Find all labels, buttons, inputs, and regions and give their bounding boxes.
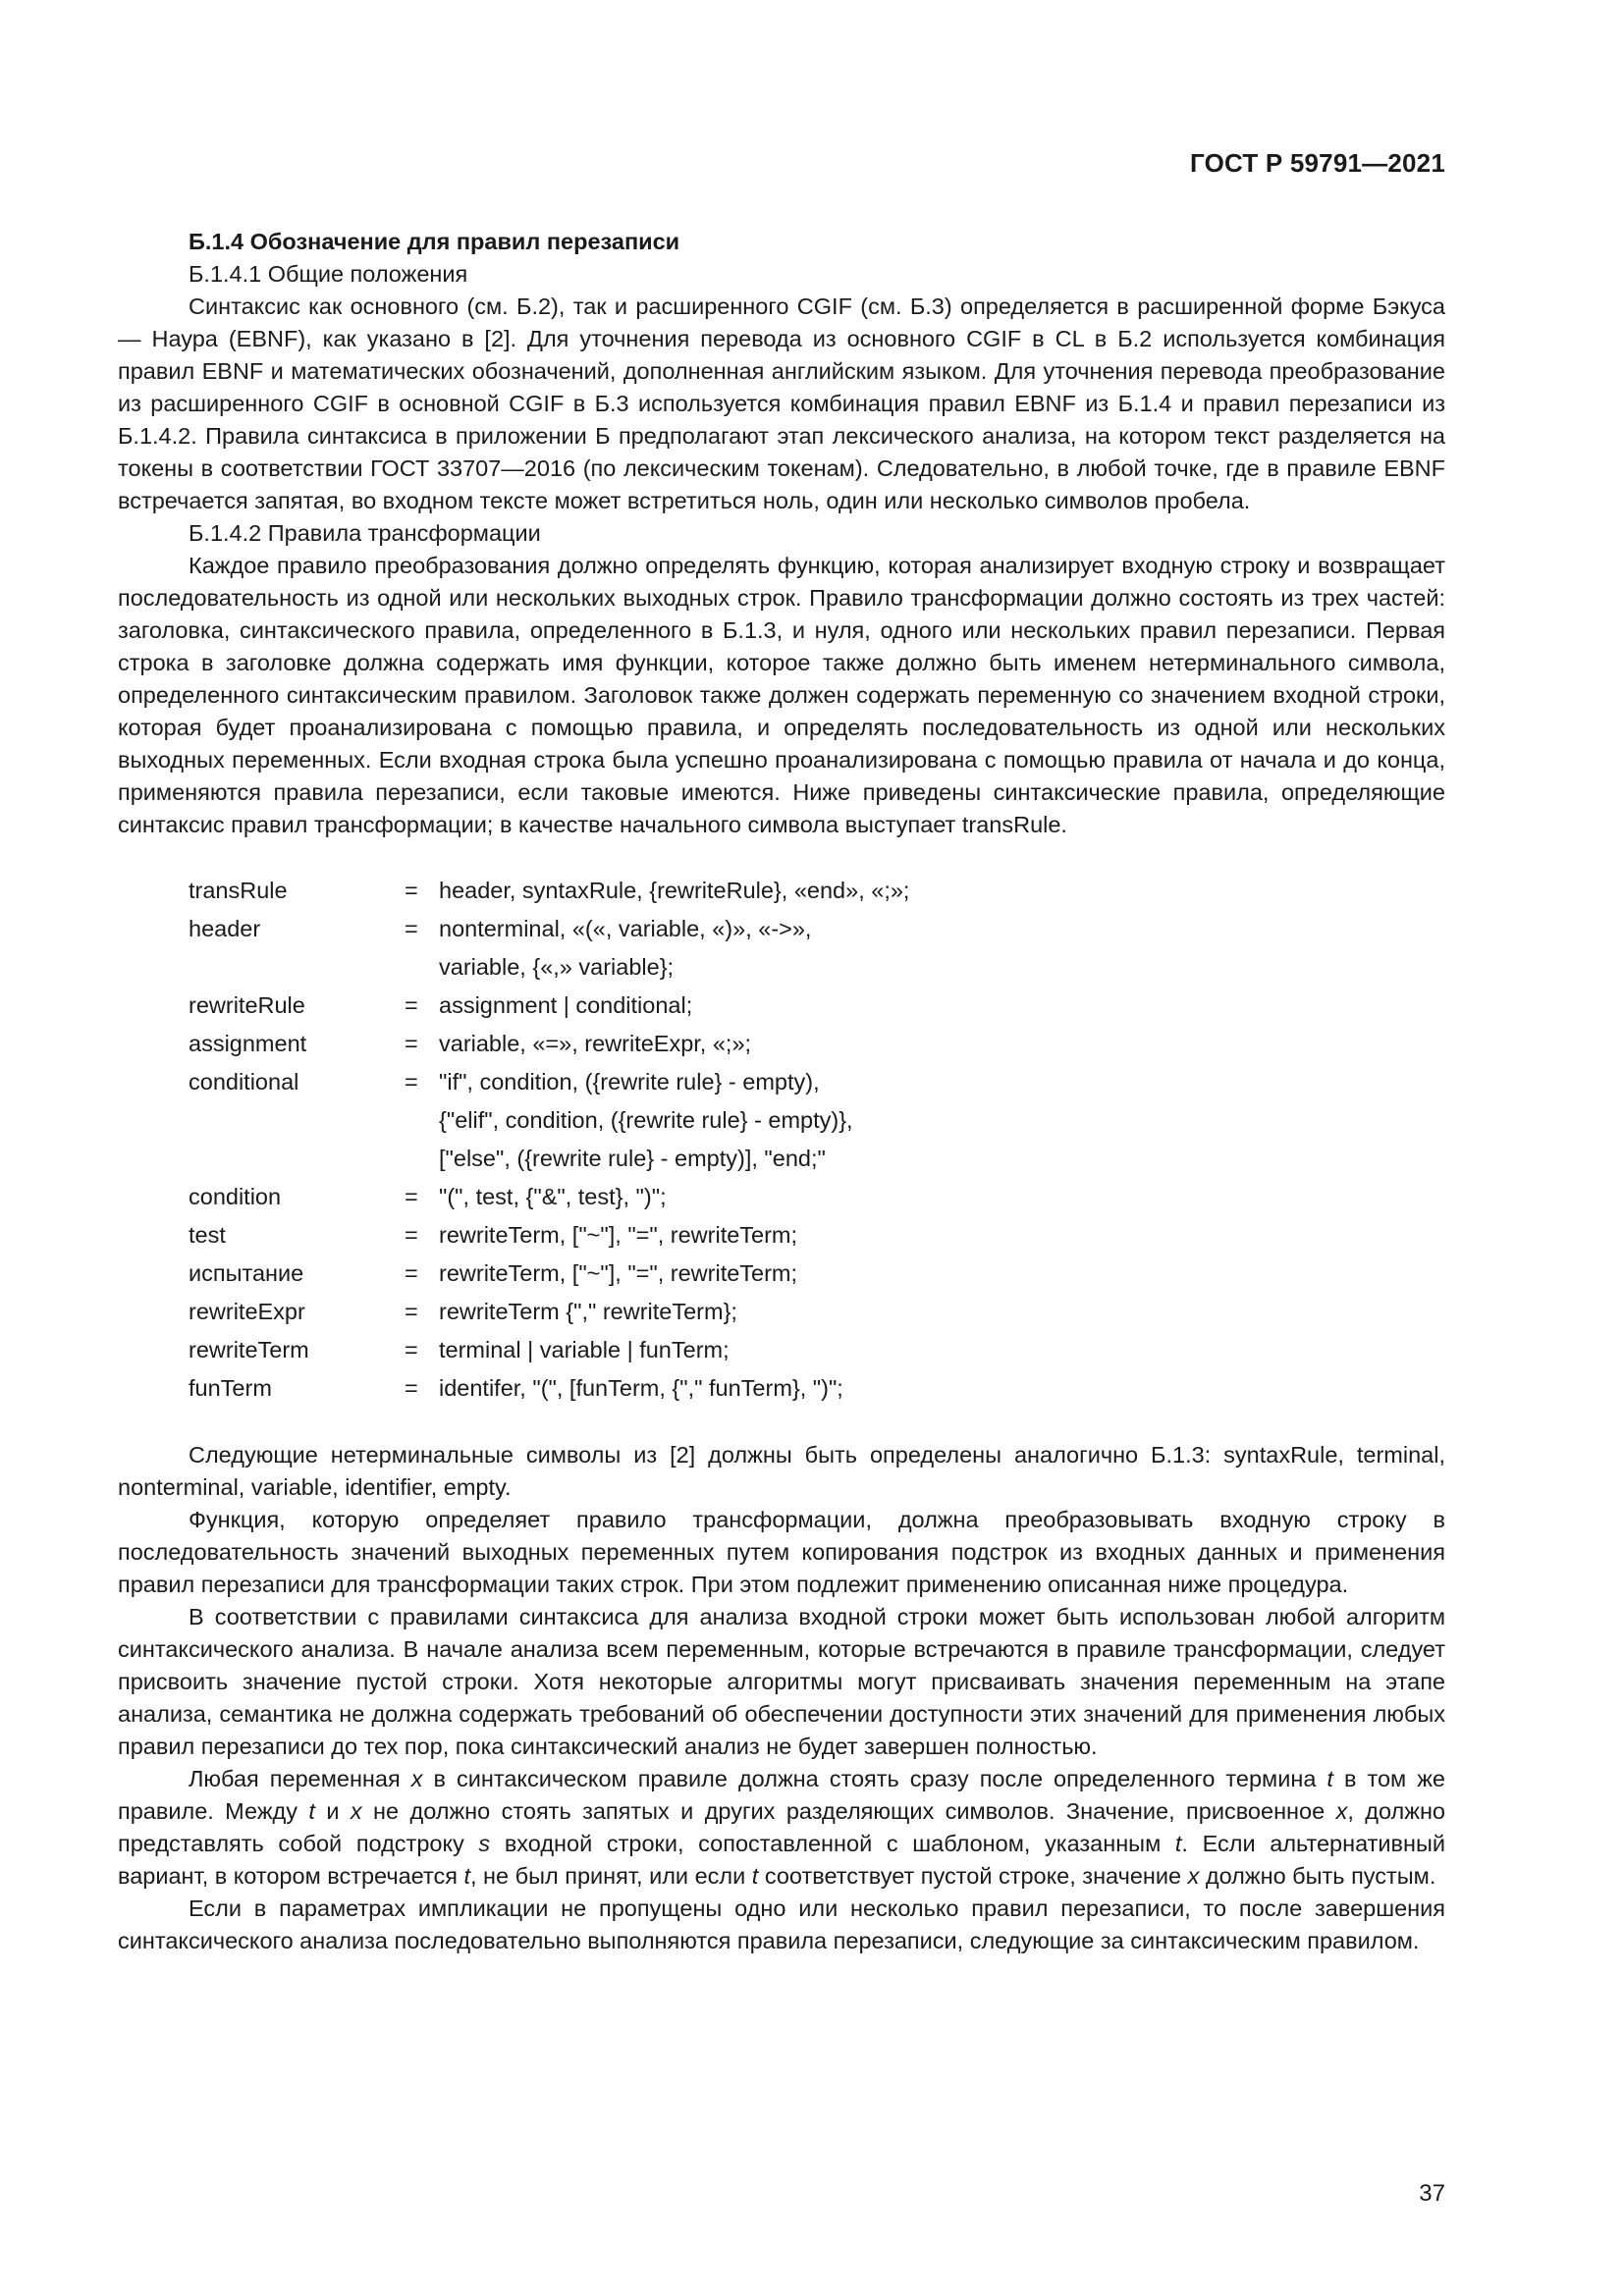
grammar-rule-body: "if", condition, ({rewrite rule} - empty), [439,1069,820,1095]
grammar-equals [405,1101,439,1140]
grammar-rule-name: assignment [189,1031,307,1056]
grammar-rule-body: rewriteTerm {"," rewriteTerm}; [439,1299,737,1324]
grammar-rule-body: assignment | conditional; [439,992,693,1018]
grammar-rule-name: rewriteTerm [189,1337,309,1362]
paragraph-variable-x: Любая переменная x в синтаксическом правиле должна стоять сразу после определенного термина t в том же правиле. Между t и x не должно стоять запятых и других разделяющих символов. Значение, присвоенное x, должно представлять собой подстроку s входной строки, сопоставленной с шаблоном, указанным t. Если альтернативный вариант, в котором встречается t, не был принят, или если t соответствует пустой строке, значение x должно быть пустым. [118,1766,1445,1889]
grammar-rule-name: rewriteExpr [189,1299,305,1324]
paragraph-transformation-rules: Каждое правило преобразования должно определять функцию, которая анализирует входную строку и возвращает последовательность из одной или нескольких выходных строк. Правило трансформации должно состоять из трех частей: заголовка, синтаксического правила, определенного в Б.1.3, и нуля, одного или нескольких правил перезаписи. Первая строка в заголовке должна содержать имя функции, которое также должно быть именем нетерминального символа, определенного синтаксическим правилом. Заголовок также должен содержать переменную со значением входной строки, которая будет проанализирована с помощью правила, и определять последовательность из одной или нескольких выходных переменных. Если входная строка была успешно проанализирована с помощью правила от начала и до конца, применяются правила перезаписи, если таковые имеются. Ниже приведены синтаксические правила, определяющие синтаксис правил трансформации; в качестве начального символа выступает transRule. [118,553,1445,837]
grammar-rule-name: test [189,1222,226,1248]
grammar-rule-body: ["else", ({rewrite rule} - empty)], "end;" [439,1146,826,1171]
grammar-equals: = [405,1031,418,1056]
grammar-equals: = [405,1260,418,1286]
grammar-row [189,1216,909,1255]
grammar-rule-body: header, syntaxRule, {rewriteRule}, «end», «;»; [439,878,910,903]
grammar-equals: = [405,878,418,903]
grammar-equals [405,1140,439,1178]
grammar-table [189,872,909,1408]
grammar-equals: = [405,1184,418,1209]
grammar-rule-name: condition [189,1184,282,1209]
paragraph-implication: Если в параметрах импликации не пропущены одно или несколько правил перезаписи, то после завершения синтаксического анализа последовательно выполняются правила перезаписи, следующие за синтаксическим правилом. [118,1896,1445,1953]
grammar-row [189,1369,909,1408]
paragraph-function: Функция, которую определяет правило трансформации, должна преобразовывать входную строку в последовательность значений выходных переменных путем копирования подстрок из входных данных и применения правил перезаписи для трансформации таких строк. При этом подлежит применению описанная ниже процедура. [118,1507,1445,1597]
grammar-rule-name: header [189,916,261,941]
main-content [118,226,1445,1957]
grammar-equals: = [405,1222,418,1248]
grammar-row [189,872,909,910]
grammar-row [189,1025,909,1063]
section-title: Б.1.4 Обозначение для правил перезаписи [189,229,680,254]
grammar-rule-body: "(", test, {"&", test}, ")"; [439,1184,667,1209]
grammar-rule-name [189,1101,405,1140]
grammar-rule-name: transRule [189,878,288,903]
grammar-equals: = [405,1069,418,1095]
subsection-title-transformation: Б.1.4.2 Правила трансформации [189,520,541,546]
grammar-rule-name [189,1140,405,1178]
grammar-row [189,1101,909,1140]
grammar-rule-name [189,948,405,987]
paragraph-algorithm: В соответствии с правилами синтаксиса для анализа входной строки может быть использован любой алгоритм синтаксического анализа. В начале анализа всем переменным, которые встречаются в правиле трансформации, следует присвоить значение пустой строки. Хотя некоторые алгоритмы могут присваивать значения переменным на этапе анализа, семантика не должна содержать требований об обеспечении доступности этих значений для применения любых правил перезаписи до тех пор, пока синтаксический анализ не будет завершен полностью. [118,1604,1445,1759]
grammar-row [189,1063,909,1101]
document-page [118,0,1445,2296]
grammar-equals: = [405,1299,418,1324]
grammar-rule-name: conditional [189,1069,299,1095]
grammar-row [189,987,909,1025]
grammar-rule-body: variable, {«,» variable}; [439,954,675,980]
grammar-row [189,948,909,987]
grammar-rule-body: rewriteTerm, ["~"], "=", rewriteTerm; [439,1222,798,1248]
grammar-row [189,910,909,948]
grammar-rule-name: rewriteRule [189,992,305,1018]
paragraph-nonterminals: Следующие нетерминальные символы из [2] должны быть определены аналогично Б.1.3: syntaxRule, terminal, nonterminal, variable, identifier, empty. [118,1442,1445,1500]
page-number: 37 [1419,2180,1445,2207]
grammar-equals: = [405,916,418,941]
grammar-row [189,1293,909,1331]
subsection-title-general: Б.1.4.1 Общие положения [189,261,468,287]
grammar-equals: = [405,992,418,1018]
grammar-row [189,1140,909,1178]
grammar-equals [405,948,439,987]
grammar-rule-name: испытание [189,1260,304,1286]
grammar-row [189,1331,909,1369]
grammar-rule-body: variable, «=», rewriteExpr, «;»; [439,1031,752,1056]
grammar-rule-body: nonterminal, «(«, variable, «)», «->», [439,916,812,941]
document-id-header: ГОСТ Р 59791—2021 [1190,148,1445,178]
grammar-equals: = [405,1337,418,1362]
grammar-rule-body: rewriteTerm, ["~"], "=", rewriteTerm; [439,1260,798,1286]
paragraph-syntax-intro: Синтаксис как основного (см. Б.2), так и расширенного CGIF (см. Б.3) определяется в расширенной форме Бэкуса — Наура (EBNF), как указано в [2]. Для уточнения перевода из основного CGIF в CL в Б.2 используется комбинация правил EBNF и математических обозначений, дополненная английским языком. Для уточнения перевода преобразование из расширенного CGIF в основной CGIF в Б.3 используется комбинация правил EBNF из Б.1.4 и правил перезаписи из Б.1.4.2. Правила синтаксиса в приложении Б предполагают этап лексического анализа, на котором текст разделяется на токены в соответствии ГОСТ 33707—2016 (по лексическим токенам). Следовательно, в любой точке, где в правиле EBNF встречается запятая, во входном тексте может встретиться ноль, один или несколько символов пробела. [118,294,1445,513]
grammar-row [189,1178,909,1216]
grammar-rule-name: funTerm [189,1375,272,1401]
grammar-rule-body: terminal | variable | funTerm; [439,1337,730,1362]
grammar-equals: = [405,1375,418,1401]
grammar-rule-body: {"elif", condition, ({rewrite rule} - empty)}, [439,1107,853,1133]
grammar-row [189,1255,909,1293]
grammar-rule-body: identifer, "(", [funTerm, {"," funTerm}, ")"; [439,1375,843,1401]
